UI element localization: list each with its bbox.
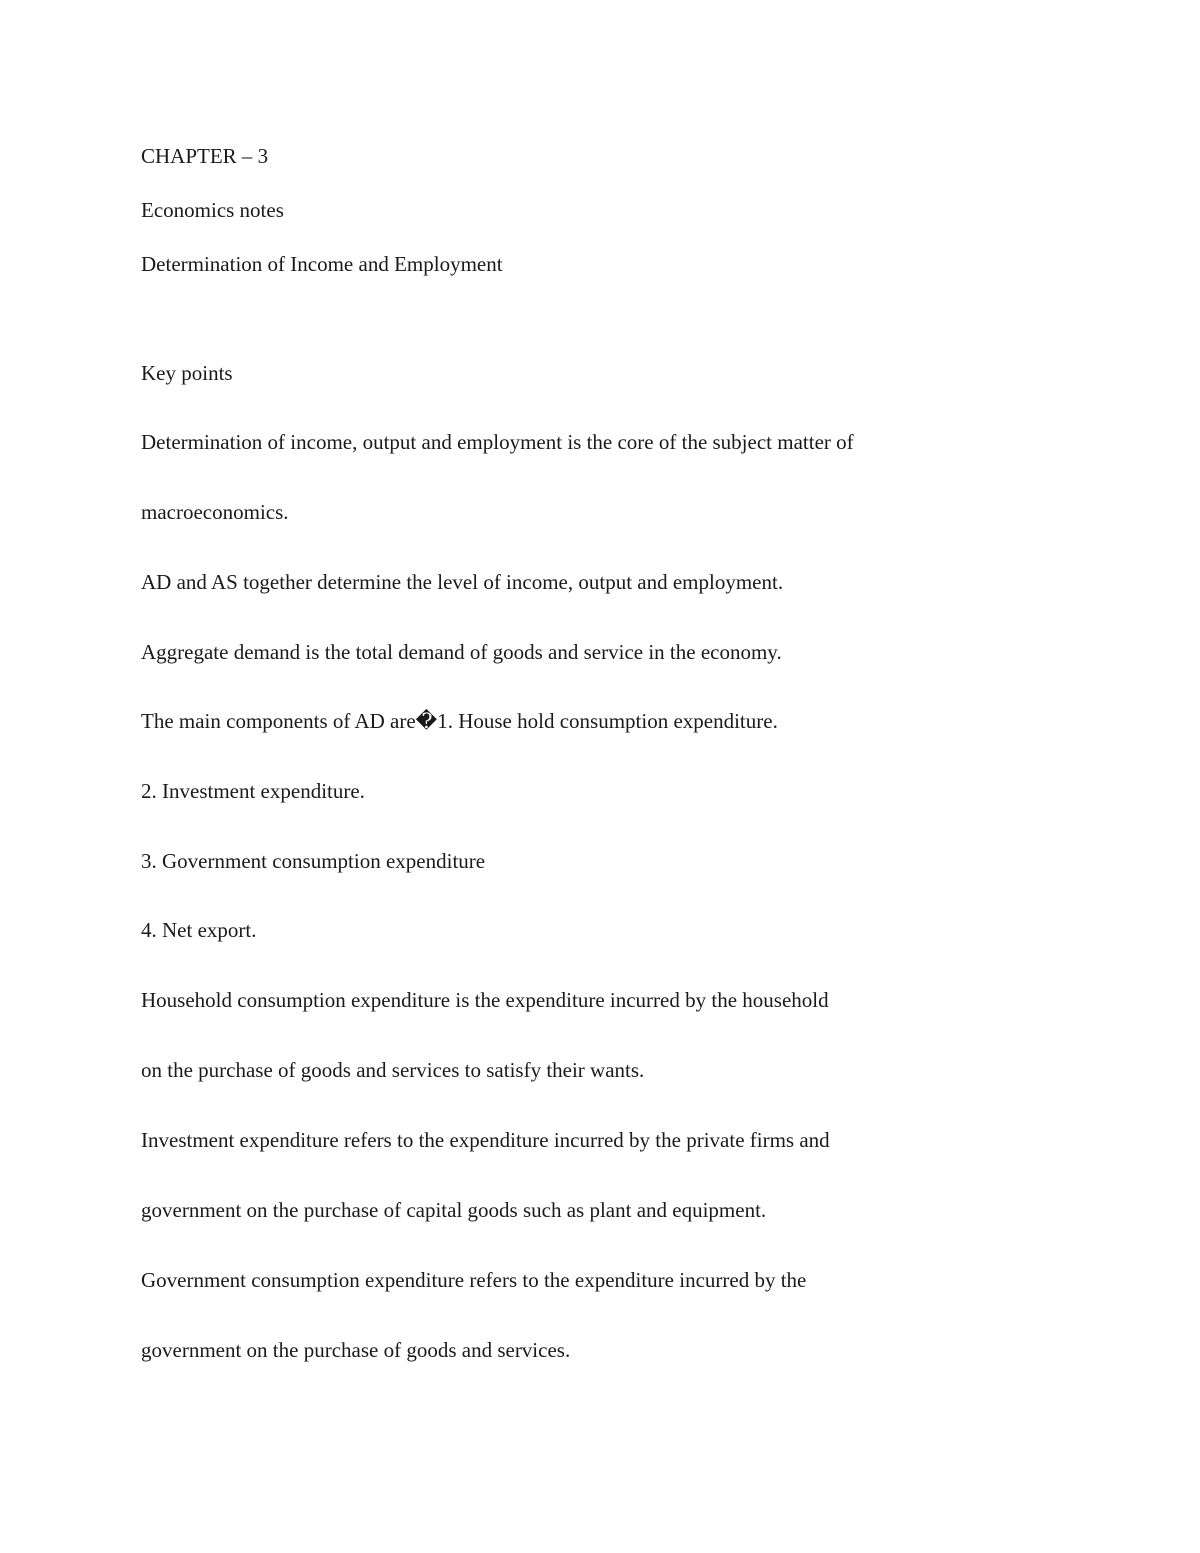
list-item: 2. Investment expenditure. [141,779,365,803]
list-item: 3. Government consumption expenditure [141,849,486,873]
body-line: on the purchase of goods and services to satisfy their wants. [141,1058,645,1082]
chapter-heading: CHAPTER – 3 [141,144,269,168]
subject-label: Economics notes [141,198,284,222]
body-line: government on the purchase of capital goods such as plant and equipment. [141,1198,767,1222]
body-line: Determination of income, output and employment is the core of the subject matter of [141,430,854,454]
body-line: The main components of AD are�1. House hold consumption expenditure. [141,709,778,733]
body-line: Investment expenditure refers to the expenditure incurred by the private firms and [141,1128,830,1152]
body-line: Government consumption expenditure refers to the expenditure incurred by the [141,1268,807,1292]
body-line: AD and AS together determine the level of income, output and employment. [141,570,784,594]
section-heading: Key points [141,361,233,385]
body-line: Household consumption expenditure is the expenditure incurred by the household [141,988,829,1012]
document-title: Determination of Income and Employment [141,252,503,276]
body-line: macroeconomics. [141,500,289,524]
body-line: government on the purchase of goods and services. [141,1338,571,1362]
list-item: 4. Net export. [141,918,257,942]
body-line: Aggregate demand is the total demand of goods and service in the economy. [141,640,782,664]
